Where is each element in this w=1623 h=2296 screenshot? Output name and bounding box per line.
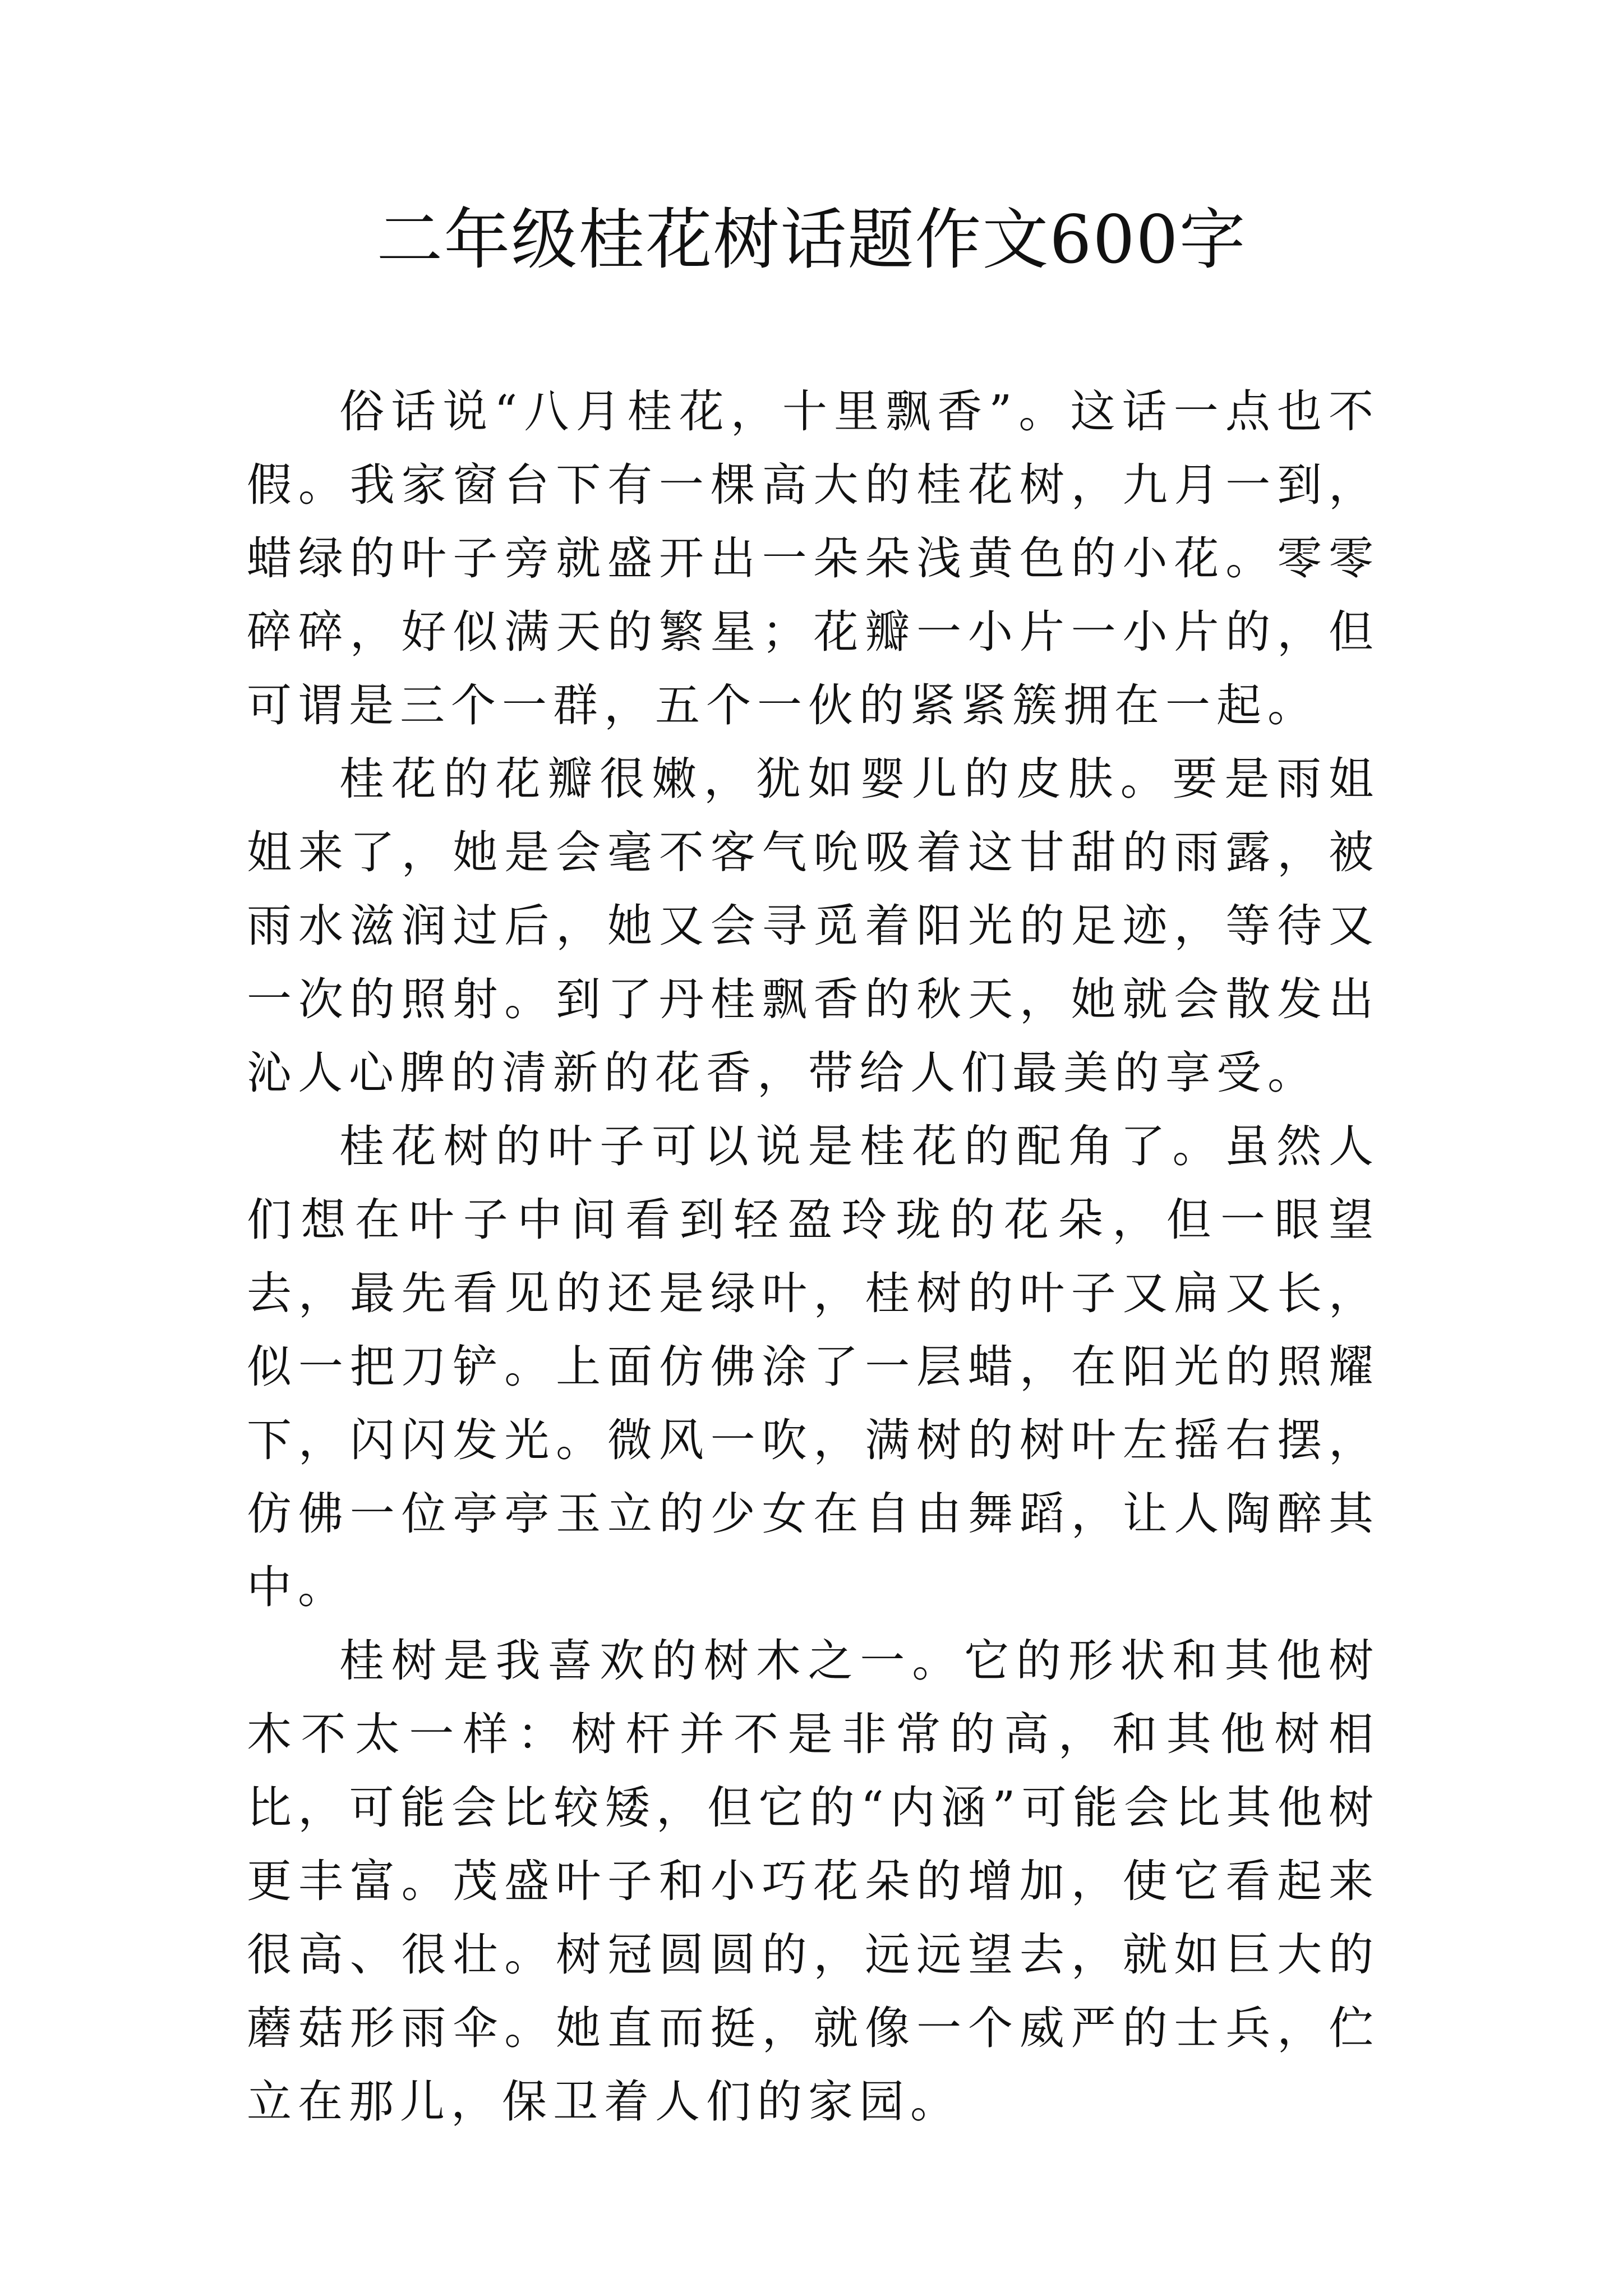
document-body <box>247 375 1380 2138</box>
paragraph-1: 俗话说“八月桂花，十里飘香”。这话一点也不假。我家窗台下有一棵高大的桂花树，九月一到，蜡绿的叶子旁就盛开出一朵朵浅黄色的小花。零零碎碎，好似满天的繁星；花瓣一小片一小片的，但可谓是三个一群，五个一伙的紧紧簇拥在一起。 <box>247 385 1380 731</box>
paragraph-3: 桂花树的叶子可以说是桂花的配角了。虽然人们想在叶子中间看到轻盈玲珑的花朵，但一眼望去，最先看见的还是绿叶，桂树的叶子又扁又长，似一把刀铲。上面仿佛涂了一层蜡，在阳光的照耀下，闪闪发光。微风一吹，满树的树叶左摇右摆，仿佛一位亭亭玉立的少女在自由舞蹈，让人陶醉其中。 <box>247 1120 1380 1613</box>
paragraph-2: 桂花的花瓣很嫩，犹如婴儿的皮肤。要是雨姐姐来了，她是会毫不客气吮吸着这甘甜的雨露，被雨水滋润过后，她又会寻觅着阳光的足迹，等待又一次的照射。到了丹桂飘香的秋天，她就会散发出沁人心脾的清新的花香，带给人们最美的享受。 <box>247 753 1380 1099</box>
paragraph-4: 桂树是我喜欢的树木之一。它的形状和其他树木不太一样：树杆并不是非常的高，和其他树相比，可能会比较矮，但它的“内涵”可能会比其他树更丰富。茂盛叶子和小巧花朵的增加，使它看起来很高、很壮。树冠圆圆的，远远望去，就如巨大的蘑菇形雨伞。她直而挺，就像一个威严的士兵，伫立在那儿，保卫着人们的家园。 <box>247 1635 1380 2128</box>
document-title: 二年级桂花树话题作文600字 <box>376 201 1247 278</box>
